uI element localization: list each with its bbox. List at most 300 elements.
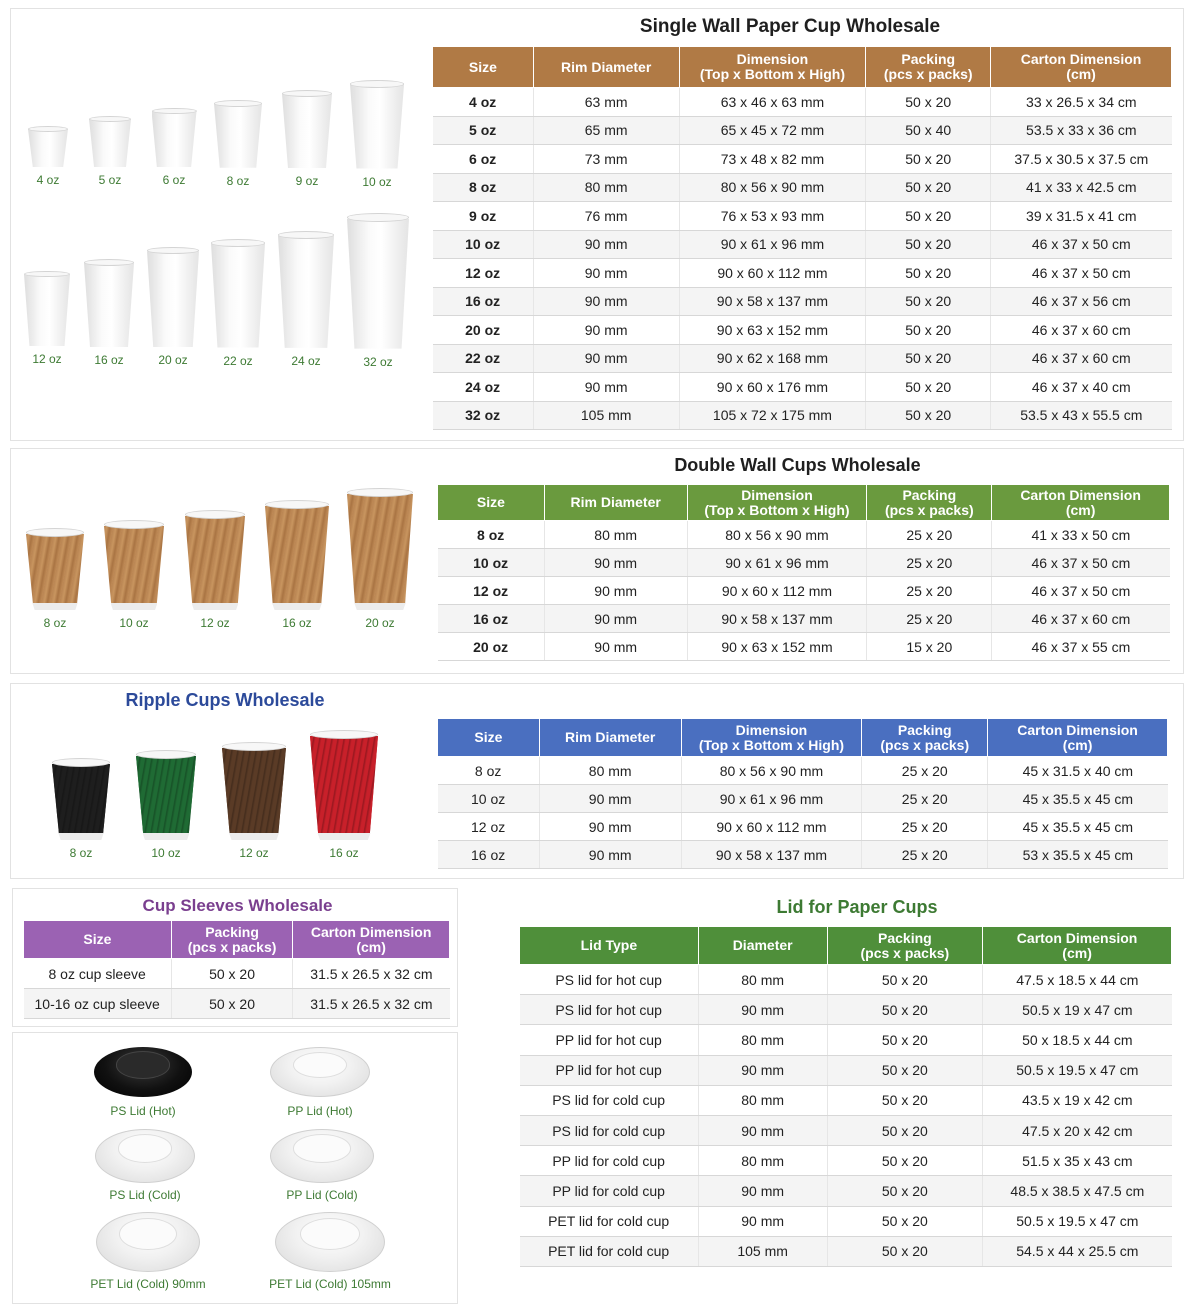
table-cell: 16 oz: [438, 841, 540, 869]
table-row: [433, 316, 1172, 345]
table-cell: 50 x 20: [866, 230, 991, 259]
column-header-sublabel: (cm): [1062, 736, 1093, 753]
table-cell: 50 x 20: [827, 965, 983, 995]
table-row: [24, 959, 450, 989]
table-row: [520, 1055, 1172, 1085]
table-cell: 50 x 20: [866, 287, 991, 316]
table-cell: 47.5 x 18.5 x 44 cm: [983, 965, 1172, 995]
double-wall-table: [437, 484, 1170, 661]
table-cell: PS lid for cold cup: [520, 1115, 699, 1145]
column-header-label: Rim Diameter: [565, 729, 656, 745]
table-row: [520, 1236, 1172, 1266]
table-cell: PS lid for hot cup: [520, 995, 699, 1025]
column-header-sublabel: (Top x Bottom x High): [704, 501, 850, 518]
column-header-label: Size: [83, 931, 112, 947]
cup-item: [198, 100, 278, 188]
table-row: [433, 145, 1172, 174]
table-row: [433, 202, 1172, 231]
cup-size-label: 16 oz: [94, 353, 124, 367]
table-row: [433, 287, 1172, 316]
table-cell: 90 mm: [544, 633, 687, 661]
table-cell: 53.5 x 43 x 55.5 cm: [991, 401, 1172, 430]
table-row: [520, 995, 1172, 1025]
table-cell: 90 mm: [539, 841, 681, 869]
table-cell: 80 x 56 x 90 mm: [687, 521, 867, 549]
table-cell: 46 x 37 x 50 cm: [992, 577, 1170, 605]
column-header: [533, 47, 679, 88]
white-cup-icon: [347, 213, 409, 349]
table-cell: 46 x 37 x 50 cm: [992, 549, 1170, 577]
cup-size-label: 12 oz: [239, 846, 269, 860]
cup-item: [170, 510, 260, 630]
cup-item: [121, 750, 211, 860]
column-header-sublabel: (cm): [1066, 66, 1096, 82]
table-cell: 90 mm: [533, 373, 679, 402]
column-header-label: Packing: [902, 486, 957, 503]
cup-size-label: 22 oz: [223, 353, 253, 368]
ripple-cup-icon: [52, 758, 110, 840]
table-row: [520, 1115, 1172, 1145]
table-cell: 90 mm: [533, 259, 679, 288]
table-cell: 25 x 20: [867, 549, 992, 577]
cup-size-label: 20 oz: [365, 616, 395, 630]
column-header-sublabel: (Top x Bottom x High): [698, 736, 845, 753]
table-cell: 46 x 37 x 56 cm: [991, 287, 1172, 316]
lid-images-panel: [12, 1032, 458, 1304]
cup-size-label: 24 oz: [291, 353, 321, 368]
column-header-label: Dimension: [736, 51, 809, 67]
table-cell: 54.5 x 44 x 25.5 cm: [983, 1236, 1172, 1266]
cup-size-label: 8 oz: [226, 173, 250, 188]
column-header: [992, 485, 1170, 521]
ripple-cup-icon: [310, 730, 378, 840]
lids-table: [519, 926, 1172, 1267]
column-header-label: Size: [474, 729, 503, 745]
table-cell: 46 x 37 x 50 cm: [991, 259, 1172, 288]
column-header: [433, 47, 534, 88]
table-cell: PET lid for cold cup: [520, 1236, 699, 1266]
table-cell: 32 oz: [433, 401, 534, 430]
table-cell: 90 x 61 x 96 mm: [687, 549, 867, 577]
cup-item: [10, 528, 100, 630]
table-cell: 90 mm: [533, 316, 679, 345]
table-row: [433, 116, 1172, 145]
table-cell: 25 x 20: [867, 577, 992, 605]
table-cell: 80 x 56 x 90 mm: [681, 757, 862, 785]
table-cell: 45 x 35.5 x 45 cm: [988, 785, 1168, 813]
table-cell: 15 x 20: [867, 633, 992, 661]
table-row: [520, 1146, 1172, 1176]
table-cell: 50 x 20: [866, 202, 991, 231]
white-cup-icon: [24, 271, 70, 346]
table-row: [433, 373, 1172, 402]
cup-size-label: 8 oz: [43, 616, 67, 630]
column-header: [24, 921, 172, 959]
table-cell: 76 mm: [533, 202, 679, 231]
table-cell: 50 x 20: [827, 1176, 983, 1206]
cup-size-label: 12 oz: [200, 616, 230, 630]
table-cell: 50.5 x 19.5 x 47 cm: [983, 1206, 1172, 1236]
table-cell: 16 oz: [438, 605, 545, 633]
table-cell: 90 mm: [539, 785, 681, 813]
table-row: [433, 230, 1172, 259]
column-header-sublabel: (pcs x packs): [187, 938, 277, 955]
clear-lid-icon: [96, 1212, 200, 1272]
table-cell: 90 x 63 x 152 mm: [687, 633, 867, 661]
table-cell: 31.5 x 26.5 x 32 cm: [293, 959, 450, 989]
table-cell: 53.5 x 33 x 36 cm: [991, 116, 1172, 145]
table-cell: 80 mm: [544, 521, 687, 549]
table-header-row: [438, 485, 1170, 521]
table-cell: 90 x 60 x 112 mm: [687, 577, 867, 605]
table-cell: 50 x 20: [171, 989, 292, 1019]
table-cell: 31.5 x 26.5 x 32 cm: [293, 989, 450, 1019]
ripple-title: Ripple Cups Wholesale: [125, 690, 325, 710]
white-cup-icon: [152, 108, 197, 167]
table-cell: 25 x 20: [862, 841, 988, 869]
lid-label: PET Lid (Cold) 90mm: [90, 1277, 206, 1291]
table-cell: 50.5 x 19.5 x 47 cm: [983, 1055, 1172, 1085]
table-cell: 50 x 20: [827, 1025, 983, 1055]
table-cell: PP lid for hot cup: [520, 1025, 699, 1055]
table-cell: 53 x 35.5 x 45 cm: [988, 841, 1168, 869]
table-cell: 63 mm: [533, 88, 679, 117]
table-cell: 50 x 20: [827, 1206, 983, 1236]
table-cell: 50 x 20: [827, 1115, 983, 1145]
table-row: [438, 785, 1168, 813]
table-cell: 90 mm: [533, 287, 679, 316]
table-row: [438, 633, 1170, 661]
table-cell: 10-16 oz cup sleeve: [24, 989, 172, 1019]
white-cup-icon: [350, 80, 404, 169]
column-header: [171, 921, 292, 959]
table-cell: 90 x 58 x 137 mm: [681, 841, 862, 869]
cup-item: [299, 730, 389, 860]
table-cell: 90 x 62 x 168 mm: [679, 344, 866, 373]
table-row: [433, 401, 1172, 430]
double-wall-cup-icon: [347, 488, 413, 610]
table-cell: 90 x 63 x 152 mm: [679, 316, 866, 345]
table-row: [438, 757, 1168, 785]
white-cup-icon: [28, 126, 68, 167]
column-header-label: Dimension: [735, 721, 808, 738]
table-row: [520, 965, 1172, 995]
double-wall-title: Double Wall Cups Wholesale: [674, 455, 921, 475]
table-cell: 37.5 x 30.5 x 37.5 cm: [991, 145, 1172, 174]
column-header: [988, 719, 1168, 757]
lid-label: PP Lid (Cold): [286, 1188, 358, 1202]
cup-size-label: 9 oz: [295, 174, 319, 188]
table-cell: 90 x 60 x 176 mm: [679, 373, 866, 402]
column-header-sublabel: (pcs x packs): [880, 736, 970, 753]
column-header: [438, 719, 540, 757]
column-header: [991, 47, 1172, 88]
table-cell: 45 x 31.5 x 40 cm: [988, 757, 1168, 785]
table-cell: 76 x 53 x 93 mm: [679, 202, 866, 231]
table-cell: 20 oz: [438, 633, 545, 661]
cup-size-label: 12 oz: [32, 352, 62, 367]
table-cell: 41 x 33 x 50 cm: [992, 521, 1170, 549]
table-cell: 50 x 20: [866, 173, 991, 202]
column-header-sublabel: (pcs x packs): [884, 501, 974, 518]
table-cell: 25 x 20: [867, 521, 992, 549]
table-cell: 90 mm: [698, 1206, 827, 1236]
table-cell: 105 mm: [698, 1236, 827, 1266]
table-cell: 50 x 20: [866, 145, 991, 174]
table-cell: 33 x 26.5 x 34 cm: [991, 88, 1172, 117]
table-cell: 50 x 20: [827, 995, 983, 1025]
table-cell: 50 x 20: [827, 1146, 983, 1176]
sleeves-table: [23, 920, 450, 1019]
column-header: [687, 485, 867, 521]
table-cell: 45 x 35.5 x 45 cm: [988, 813, 1168, 841]
clear-lid-icon: [95, 1129, 195, 1183]
cup-size-label: 10 oz: [119, 616, 149, 630]
column-header-sublabel: (Top x Bottom x High): [699, 66, 846, 82]
column-header: [520, 927, 699, 965]
cup-item: [89, 520, 179, 630]
table-cell: 25 x 20: [862, 757, 988, 785]
table-cell: 90 x 58 x 137 mm: [679, 287, 866, 316]
table-cell: 65 mm: [533, 116, 679, 145]
table-cell: 105 mm: [533, 401, 679, 430]
white-cup-icon: [282, 90, 332, 168]
table-cell: 16 oz: [433, 287, 534, 316]
table-cell: 65 x 45 x 72 mm: [679, 116, 866, 145]
column-header: [867, 485, 992, 521]
cup-item: [36, 758, 126, 860]
table-row: [520, 1176, 1172, 1206]
double-wall-cup-icon: [265, 500, 329, 610]
cup-item: [337, 80, 417, 189]
clear-lid-icon: [275, 1212, 385, 1272]
table-cell: 90 mm: [539, 813, 681, 841]
table-row: [438, 605, 1170, 633]
table-cell: 90 mm: [698, 1055, 827, 1085]
white-cup-icon: [214, 100, 262, 168]
table-row: [520, 1085, 1172, 1115]
white-cup-icon: [84, 259, 134, 347]
cup-item: [338, 213, 418, 369]
table-cell: 39 x 31.5 x 41 cm: [991, 202, 1172, 231]
table-row: [438, 521, 1170, 549]
column-header-label: Carton Dimension: [310, 923, 432, 940]
table-cell: 80 mm: [539, 757, 681, 785]
cup-size-label: 5 oz: [98, 173, 122, 187]
double-wall-cup-icon: [104, 520, 164, 610]
table-row: [433, 88, 1172, 117]
cup-item: [267, 90, 347, 188]
ripple-table: [437, 718, 1168, 869]
table-cell: 50 x 18.5 x 44 cm: [983, 1025, 1172, 1055]
table-row: [438, 841, 1168, 869]
white-cup-icon: [211, 239, 265, 348]
table-cell: 25 x 20: [867, 605, 992, 633]
table-cell: PP lid for hot cup: [520, 1055, 699, 1085]
column-header-label: Packing: [897, 721, 952, 738]
column-header-label: Size: [476, 494, 505, 510]
cup-size-label: 32 oz: [363, 354, 393, 369]
table-cell: 80 mm: [698, 965, 827, 995]
table-cell: PP lid for cold cup: [520, 1176, 699, 1206]
table-row: [433, 259, 1172, 288]
sleeves-title: Cup Sleeves Wholesale: [142, 896, 333, 915]
table-cell: 73 x 48 x 82 mm: [679, 145, 866, 174]
lid-label: PS Lid (Cold): [109, 1188, 181, 1202]
cup-size-label: 16 oz: [329, 846, 359, 860]
column-header-label: Carton Dimension: [1016, 929, 1138, 946]
column-header: [679, 47, 866, 88]
column-header: [438, 485, 545, 521]
table-cell: 50 x 20: [866, 259, 991, 288]
table-row: [438, 577, 1170, 605]
lid-label: PET Lid (Cold) 105mm: [269, 1277, 391, 1291]
double-wall-cup-icon: [185, 510, 245, 610]
table-cell: 50.5 x 19 x 47 cm: [983, 995, 1172, 1025]
column-header-label: Packing: [205, 923, 259, 940]
column-header-sublabel: (cm): [1065, 501, 1096, 518]
table-cell: 73 mm: [533, 145, 679, 174]
table-cell: 51.5 x 35 x 43 cm: [983, 1146, 1172, 1176]
table-row: [433, 173, 1172, 202]
table-cell: 25 x 20: [862, 785, 988, 813]
table-cell: 25 x 20: [862, 813, 988, 841]
table-cell: 46 x 37 x 40 cm: [991, 373, 1172, 402]
table-cell: 50 x 20: [866, 316, 991, 345]
cup-item: [266, 231, 346, 368]
table-cell: 22 oz: [433, 344, 534, 373]
table-cell: 50 x 20: [171, 959, 292, 989]
table-cell: 12 oz: [438, 813, 540, 841]
column-header: [983, 927, 1172, 965]
table-header-row: [24, 921, 450, 959]
single-wall-title: Single Wall Paper Cup Wholesale: [639, 16, 941, 37]
cup-item: [335, 488, 425, 630]
table-cell: 90 mm: [544, 577, 687, 605]
cup-size-label: 20 oz: [158, 353, 188, 368]
white-cup-icon: [89, 116, 131, 167]
column-header-label: Size: [468, 58, 497, 75]
table-cell: 8 oz: [438, 521, 545, 549]
table-cell: 10 oz: [438, 549, 545, 577]
table-cell: 20 oz: [433, 316, 534, 345]
table-cell: 24 oz: [433, 373, 534, 402]
table-cell: 46 x 37 x 50 cm: [991, 230, 1172, 259]
table-cell: 90 x 61 x 96 mm: [679, 230, 866, 259]
column-header-label: Rim Diameter: [561, 58, 652, 75]
white-cup-icon: [278, 231, 334, 348]
table-cell: 90 mm: [698, 1176, 827, 1206]
table-row: [24, 989, 450, 1019]
column-header-sublabel: (cm): [1062, 944, 1092, 961]
table-cell: 50 x 20: [866, 401, 991, 430]
table-header-row: [438, 719, 1168, 757]
column-header-label: Packing: [901, 51, 956, 67]
table-cell: 80 mm: [698, 1025, 827, 1055]
table-cell: 8 oz: [438, 757, 540, 785]
column-header: [827, 927, 983, 965]
table-cell: 80 x 56 x 90 mm: [679, 173, 866, 202]
table-cell: PP lid for cold cup: [520, 1146, 699, 1176]
table-cell: 90 mm: [698, 995, 827, 1025]
white-cup-icon: [147, 247, 199, 347]
lid-label: PS Lid (Hot): [110, 1104, 176, 1118]
clear-lid-icon: [270, 1047, 370, 1097]
table-cell: 47.5 x 20 x 42 cm: [983, 1115, 1172, 1145]
table-cell: 90 x 58 x 137 mm: [687, 605, 867, 633]
table-cell: 50 x 40: [866, 116, 991, 145]
table-cell: 46 x 37 x 60 cm: [991, 316, 1172, 345]
cup-size-label: 8 oz: [69, 846, 93, 860]
column-header-label: Packing: [878, 929, 932, 946]
table-cell: 50 x 20: [827, 1085, 983, 1115]
double-wall-cup-icon: [26, 528, 84, 610]
table-cell: 80 mm: [698, 1146, 827, 1176]
table-cell: 43.5 x 19 x 42 cm: [983, 1085, 1172, 1115]
table-cell: 8 oz cup sleeve: [24, 959, 172, 989]
column-header-label: Lid Type: [580, 937, 638, 953]
table-header-row: [520, 927, 1172, 965]
table-cell: 10 oz: [433, 230, 534, 259]
table-cell: 80 mm: [533, 173, 679, 202]
table-cell: 50 x 20: [866, 88, 991, 117]
column-header: [862, 719, 988, 757]
cup-size-label: 4 oz: [36, 173, 60, 187]
black-lid-icon: [94, 1047, 192, 1097]
table-cell: 90 mm: [533, 230, 679, 259]
table-cell: 46 x 37 x 55 cm: [992, 633, 1170, 661]
table-cell: 5 oz: [433, 116, 534, 145]
column-header: [539, 719, 681, 757]
table-cell: 6 oz: [433, 145, 534, 174]
table-cell: 9 oz: [433, 202, 534, 231]
ripple-cup-icon: [136, 750, 196, 840]
table-cell: 46 x 37 x 60 cm: [991, 344, 1172, 373]
table-cell: 50 x 20: [827, 1236, 983, 1266]
table-row: [438, 549, 1170, 577]
clear-lid-icon: [270, 1129, 374, 1183]
cup-size-label: 6 oz: [162, 173, 186, 188]
column-header-label: Carton Dimension: [1020, 486, 1141, 503]
column-header: [866, 47, 991, 88]
column-header-label: Dimension: [741, 486, 813, 503]
table-row: [520, 1025, 1172, 1055]
cup-size-label: 16 oz: [282, 616, 312, 630]
column-header-label: Rim Diameter: [570, 494, 661, 510]
table-cell: 46 x 37 x 60 cm: [992, 605, 1170, 633]
ripple-cup-icon: [222, 742, 286, 840]
table-cell: 90 x 60 x 112 mm: [681, 813, 862, 841]
table-cell: 12 oz: [433, 259, 534, 288]
table-cell: 8 oz: [433, 173, 534, 202]
table-cell: 10 oz: [438, 785, 540, 813]
column-header: [681, 719, 862, 757]
table-cell: 48.5 x 38.5 x 47.5 cm: [983, 1176, 1172, 1206]
table-cell: 12 oz: [438, 577, 545, 605]
column-header-label: Carton Dimension: [1020, 51, 1142, 67]
cup-size-label: 10 oz: [362, 174, 392, 189]
column-header: [293, 921, 450, 959]
column-header: [544, 485, 687, 521]
table-cell: 80 mm: [698, 1085, 827, 1115]
table-cell: 50 x 20: [866, 373, 991, 402]
cup-item: [209, 742, 299, 860]
table-row: [433, 344, 1172, 373]
column-header: [698, 927, 827, 965]
lid-label: PP Lid (Hot): [287, 1104, 353, 1118]
column-header-sublabel: (cm): [356, 938, 386, 955]
cup-size-label: 10 oz: [151, 846, 181, 860]
